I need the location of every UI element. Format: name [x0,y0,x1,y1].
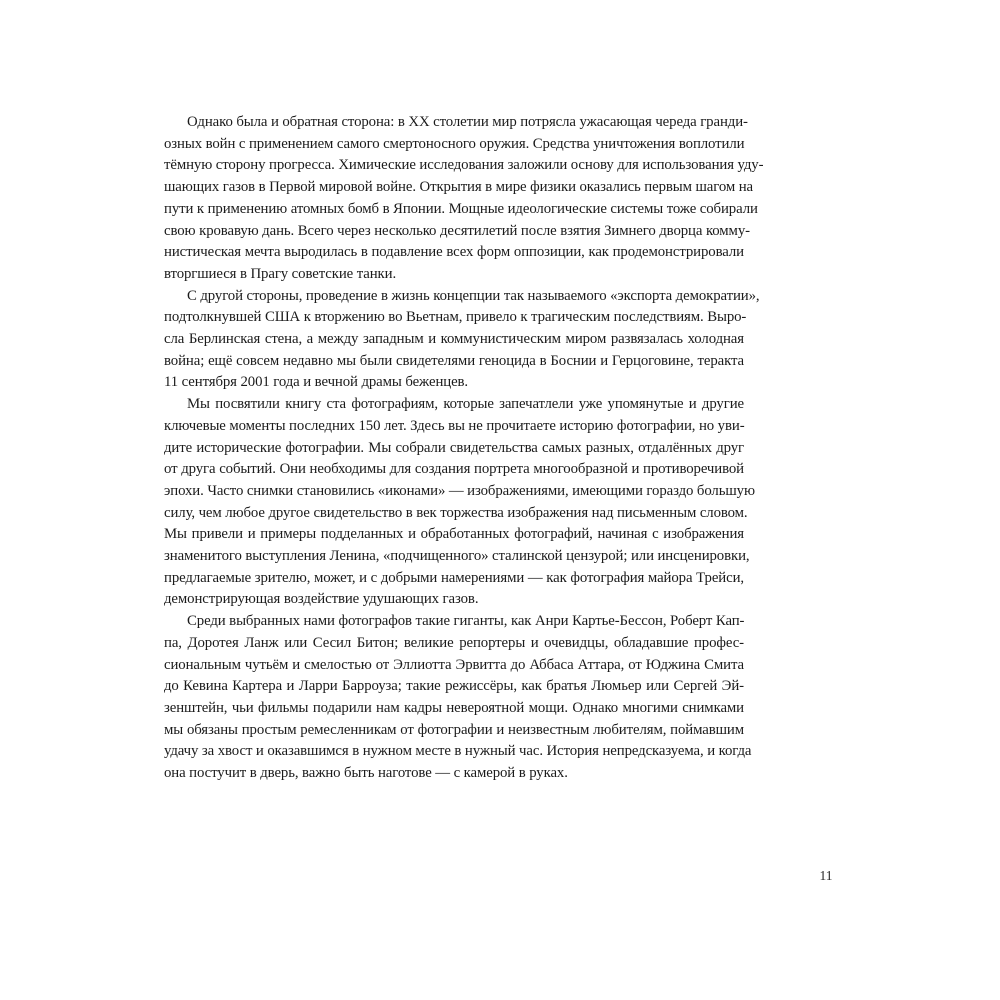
text-line: удачу за хвост и оказавшимся в нужном месте в нужный час. История непредсказуема, и когда [164,743,752,760]
text-line: па, Доротея Ланж или Сесил Битон; великие репортеры и очевидцы, обладавшие профес- [164,634,744,651]
text-line: силу, чем любое другое свидетельство в век торжества изображения над письменным словом. [164,504,748,521]
text-line: 11 сентября 2001 года и вечной драмы беженцев. [164,374,469,391]
text-line: Среди выбранных нами фотографов такие гиганты, как Анри Картье-Бессон, Роберт Кап- [187,613,745,630]
text-line: мы обязаны простым ремесленникам от фотографии и неизвестным любителям, поймавшим [164,721,744,738]
text-line: сла Берлинская стена, а между западным и коммунистическим миром развязалась холодная [164,331,744,348]
paragraph [164,112,764,286]
text-line: война; ещё совсем недавно мы были свидетелями геноцида в Боснии и Герцоговине, теракта [164,352,744,369]
text-line: ключевые моменты последних 150 лет. Здесь вы не прочитаете историю фотографии, но уви- [164,417,745,434]
paragraph [164,286,760,395]
text-line: зенштейн, чьи фильмы подарили нам кадры невероятной мощи. Однако многими снимками [164,699,744,716]
page-number: 11 [819,868,833,883]
text-line: вторгшиеся в Прагу советские танки. [164,265,397,282]
text-line: шающих газов в Первой мировой войне. Открытия в мире физики оказались первым шагом на [164,179,753,196]
text-line: от друга событий. Они необходимы для создания портрета многообразной и противоречивой [164,461,744,478]
text-line: озных войн с применением самого смертоносного оружия. Средства уничтожения воплотили [164,135,745,152]
text-line: эпохи. Часто снимки становились «иконами» — изображениями, имеющими гораздо большую [164,482,755,499]
text-line: тёмную сторону прогресса. Химические исследования заложили основу для использования уду- [164,157,764,174]
text-line: пути к применению атомных бомб в Японии. Мощные идеологические системы тоже собирали [164,200,758,217]
text-line: С другой стороны, проведение в жизнь концепции так называемого «экспорта демократии», [187,287,760,304]
text-line: Однако была и обратная сторона: в XX столетии мир потрясла ужасающая череда гранди- [187,114,748,130]
text-line: Мы посвятили книгу ста фотографиям, которые запечатлели уже упомянутые и другие [187,396,744,413]
paragraph [164,611,752,785]
text-line: она постучит в дверь, важно быть наготове — с камерой в руках. [164,765,568,782]
text-line: дите исторические фотографии. Мы собрали свидетельства самых разных, отдалённых друг [164,439,744,456]
text-line: знаменитого выступления Ленина, «подчищенного» сталинской цензурой; или инсценировки, [164,548,750,565]
text-line: подтолкнувшей США к вторжению во Вьетнам, привело к трагическим последствиям. Выро- [164,309,747,326]
text-line: предлагаемые зрителю, может, и с добрыми намерениями — как фотография майора Трейси, [164,569,744,586]
text-block [164,112,764,785]
text-line: до Кевина Картера и Ларри Барроуза; такие режиссёры, как братья Люмьер или Сергей Эй- [164,678,744,695]
text-line: свою кровавую дань. Всего через несколько десятилетий после взятия Зимнего дворца комму- [164,222,750,239]
text-line: сиональным чутьём и смелостью от Эллиотта Эрвитта до Аббаса Аттара, от Юджина Смита [164,656,744,673]
text-line: нистическая мечта выродилась в подавление всех форм оппозиции, как продемонстрировали [164,244,744,261]
text-line: Мы привели и примеры подделанных и обработанных фотографий, начиная с изображения [164,526,744,543]
paragraph [164,394,755,611]
text-line: демонстрирующая воздействие удушающих газов. [164,591,479,608]
